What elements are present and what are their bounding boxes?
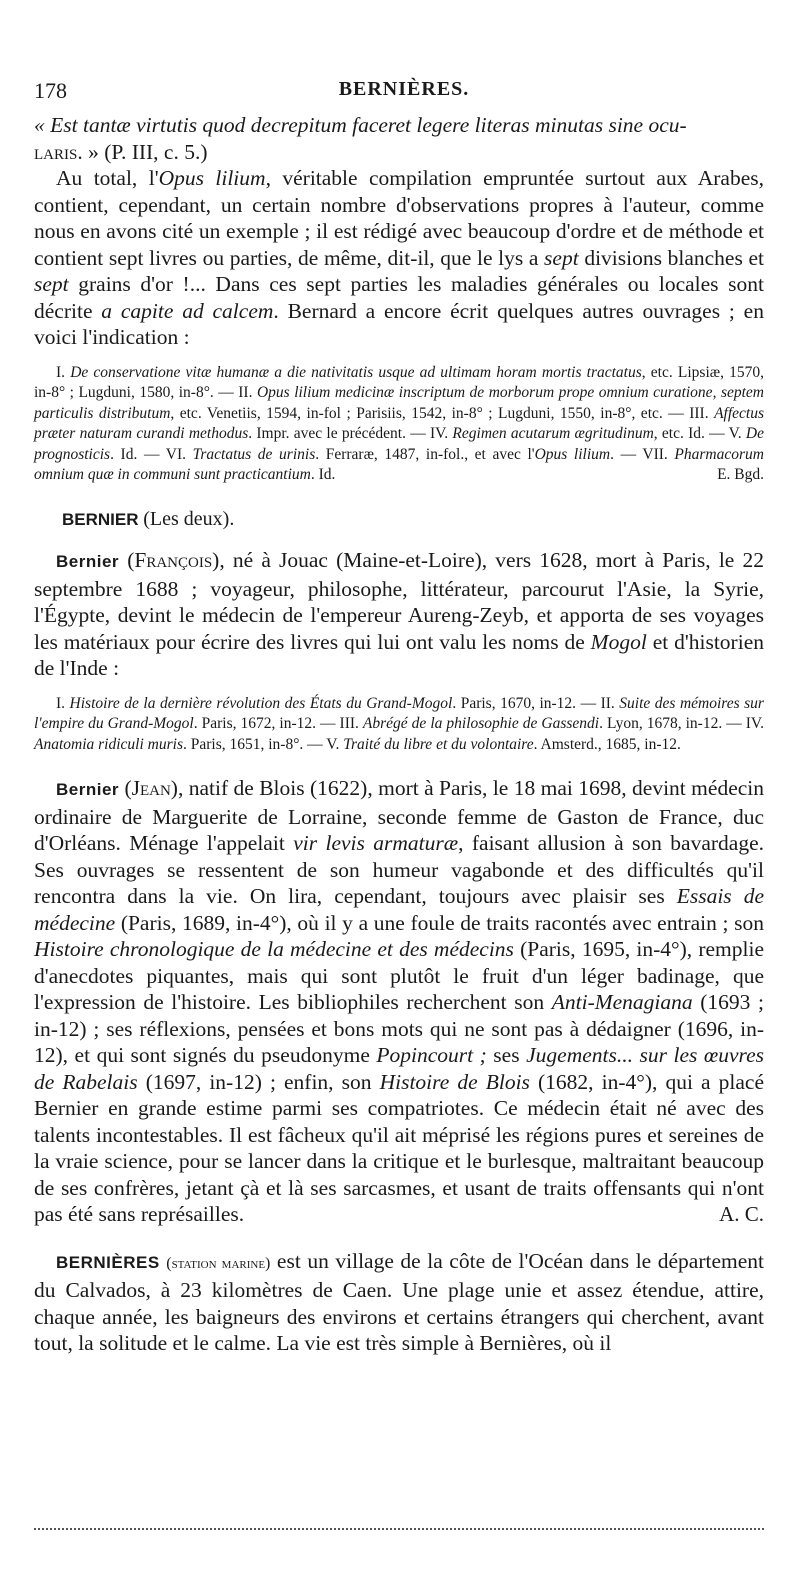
- text-run: (Paris, 1689, in-4°), où il y a une foule de traits racontés avec entrain ; son: [115, 910, 764, 935]
- text-run: est un village de la côte de l'Océan dans le département du Calvados, à 23 kilomètres de Caen. Une plage unie et assez étendue, attire, chaque année, les baigneurs des environs et certains étrangers qui cherchent, avant tout, la solitude et le calme. La vie est très simple à Bernières, où il: [34, 1248, 765, 1355]
- text-run: , véritable compilation empruntée surtout aux Arabes, contient, cependant, un certain nombre d'observations propres à l'auteur, comme nous en avons cité un exemple ; il est rédigé avec beaucoup d'ordre et de méthode et contient sept livres ou parties, de même, dit-il, que le lys a: [34, 166, 764, 270]
- page-body: [34, 112, 764, 1357]
- italic-run: Opus lilium: [158, 166, 266, 190]
- entry-name: BERNIÈRES: [56, 1252, 160, 1272]
- italic-run: Affectus præter naturam curandi methodus: [34, 404, 764, 442]
- text-run: , natif de Blois (1622), mort à Paris, le 18 mai 1698, devint médecin ordinaire de Marguerite de Lorraine, seconde femme de Gaston de France, duc d'Orléans. Ménage l'appelait: [34, 776, 765, 855]
- text-run: divisions blanches et: [578, 245, 764, 270]
- text-run: Au total, l': [56, 166, 159, 190]
- text-run: . Ferraræ, 1487, in-fol., et avec l': [315, 445, 535, 463]
- entry-firstname: (François): [127, 548, 220, 572]
- text-run: . Id. — VI.: [110, 445, 193, 463]
- text-run: . Impr. avec le précédent. — IV.: [248, 425, 453, 442]
- italic-run: Anatomia ridiculi muris: [34, 735, 183, 753]
- italic-run: Histoire de Blois: [379, 1069, 530, 1094]
- text-run: . Id.: [310, 466, 336, 483]
- text-run: grains d'or !... Dans ces sept parties les maladies générales ou locales sont décrite: [34, 272, 764, 323]
- quote-end: laris. »: [34, 139, 99, 164]
- text-run: , né à Jouac (Maine-et-Loire), vers 1628, mort à Paris, le 22 septembre 1688 ; voyageur, philosophe, littérateur, parcourut l'Asie, la Syrie, l'Égypte, devint le médecin de l'empereur Aureng-Zeyb, et apporta de ses voyages les matériaux pour écrire des livres qui lui ont valu les noms de: [34, 548, 765, 654]
- text-run: , etc. Venetiis, 1594, in-fol ; Parisiis, 1542, in-8° ; Lugduni, 1550, in-8°, etc. — III.: [170, 404, 715, 422]
- text-run: , etc. Id. — V.: [653, 425, 746, 442]
- italic-run: sept: [544, 245, 579, 270]
- text-run: (1682, in-4°), qui a placé Bernier en grande estime parmi ses compatriotes. Ce médecin était né avec des talents incontestables. Il est fâcheux qu'il ait méprisé les régions pures et sereines de la vraie science, pour se lancer dans la critique et le burlesque, maltraitant beaucoup de ses confrères, jetant çà et là ses sarcasmes, et usant de traits offensants qui n'ont pas été sans représailles.: [34, 1069, 764, 1226]
- opus-paragraph: [34, 165, 764, 351]
- italic-run: Opus lilium medicinæ inscriptum de morborum prope omnium curatione, septem particulis distributum: [34, 384, 764, 422]
- italic-run: Popincourt ;: [376, 1043, 487, 1067]
- italic-run: De conservatione vitæ humanæ a die nativitatis usque ad ultimam horam mortis tractatus: [70, 363, 642, 381]
- italic-run: Tractatus de urinis: [192, 445, 316, 463]
- italic-run: Mogol: [590, 629, 647, 654]
- francois-entry: [34, 547, 764, 682]
- text-run: et d'historien de l'Inde :: [34, 629, 764, 680]
- section-paren: (Les deux).: [143, 507, 235, 530]
- italic-run: Essais de médecine: [34, 884, 764, 935]
- text-run: . Amsterd., 1685, in-12.: [533, 735, 681, 753]
- text-run: I.: [56, 694, 70, 712]
- italic-run: Anti-Menagiana: [551, 990, 693, 1014]
- italic-run: a capite ad calcem: [101, 298, 274, 323]
- italic-run: Traité du libre et du volontaire: [343, 735, 534, 753]
- entry-firstname: (Jean): [124, 776, 178, 800]
- italic-run: Jugements... sur les œuvres de Rabelais: [34, 1043, 764, 1094]
- text-run: ses: [486, 1043, 527, 1067]
- entry-name: Bernier: [56, 780, 120, 799]
- text-run: , etc. Lipsiæ, 1570, in-8° ; Lugduni, 1580, in-8°. — II.: [34, 363, 764, 401]
- opening-quote: [34, 112, 764, 165]
- bernard-works-list: [34, 363, 764, 486]
- text-run: . Paris, 1651, in-8°. — V.: [182, 735, 344, 753]
- text-run: I.: [56, 363, 71, 381]
- author-signature: A. C.: [719, 1202, 764, 1226]
- text-run: , faisant allusion à son bavardage. Ses ouvrages se ressentent de son humeur vagabonde et des difficultés qu'il rencontra dans la vie. On lira, cependant, toujours avec plaisir ses: [34, 831, 764, 908]
- italic-run: Suite des mémoires sur l'empire du Grand-Mogol: [34, 694, 764, 732]
- page-number: 178: [34, 78, 67, 103]
- author-signature: E. Bgd.: [717, 466, 764, 483]
- text-run: . Bernard a encore écrit quelques autres ouvrages ; en voici l'indication :: [34, 298, 764, 349]
- italic-run: vir levis armaturæ: [293, 831, 459, 855]
- jean-entry: [34, 775, 764, 1228]
- running-head: BERNIÈRES.: [338, 78, 470, 100]
- italic-run: Histoire de la dernière révolution des États du Grand-Mogol: [69, 694, 453, 712]
- text-run: . Paris, 1672, in-12. — III.: [193, 715, 363, 732]
- italic-run: De prognosticis: [34, 425, 764, 463]
- quote-text: « Est tantæ virtutis quod decrepitum faceret legere literas minutas sine ocu-: [34, 113, 687, 137]
- bernieres-entry: [34, 1248, 764, 1357]
- italic-run: Opus lilium: [534, 445, 611, 463]
- text-run: . Paris, 1670, in-12. — II.: [452, 694, 620, 712]
- italic-run: Abrégé de la philosophie de Gassendi: [362, 715, 600, 732]
- entry-label: (station marine): [166, 1254, 271, 1272]
- italic-run: Pharmacorum omnium quæ in communi sunt practicantium: [34, 445, 764, 483]
- italic-run: sept: [34, 272, 69, 296]
- section-title: [34, 506, 764, 534]
- text-run: . Lyon, 1678, in-12. — IV.: [599, 715, 764, 732]
- italic-run: Histoire chronologique de la médecine et des médecins: [34, 937, 514, 961]
- text-run: (Paris, 1695, in-4°), remplie d'anecdotes piquantes, mais qui sont plutôt le fruit d'un léger badinage, que l'expression de l'histoire. Les bibliophiles recherchent son: [34, 937, 764, 1014]
- text-run: (1697, in-12) ; enfin, son: [137, 1069, 380, 1094]
- entry-name: Bernier: [56, 552, 120, 571]
- italic-run: Regimen acutarum ægritudinum: [452, 425, 654, 442]
- bottom-dotted-rule: [34, 1528, 764, 1530]
- text-run: . — VII.: [610, 445, 675, 463]
- section-name: BERNIER: [62, 509, 139, 529]
- quote-ref: (P. III, c. 5.): [98, 139, 208, 164]
- page-header: [34, 78, 774, 108]
- francois-works-list: [34, 694, 764, 756]
- text-run: (1693 ; in-12) ; ses réflexions, pensées et bons mots qui ne sont pas à dédaigner (1696, in-12), et qui sont signés du pseudonyme: [34, 990, 764, 1067]
